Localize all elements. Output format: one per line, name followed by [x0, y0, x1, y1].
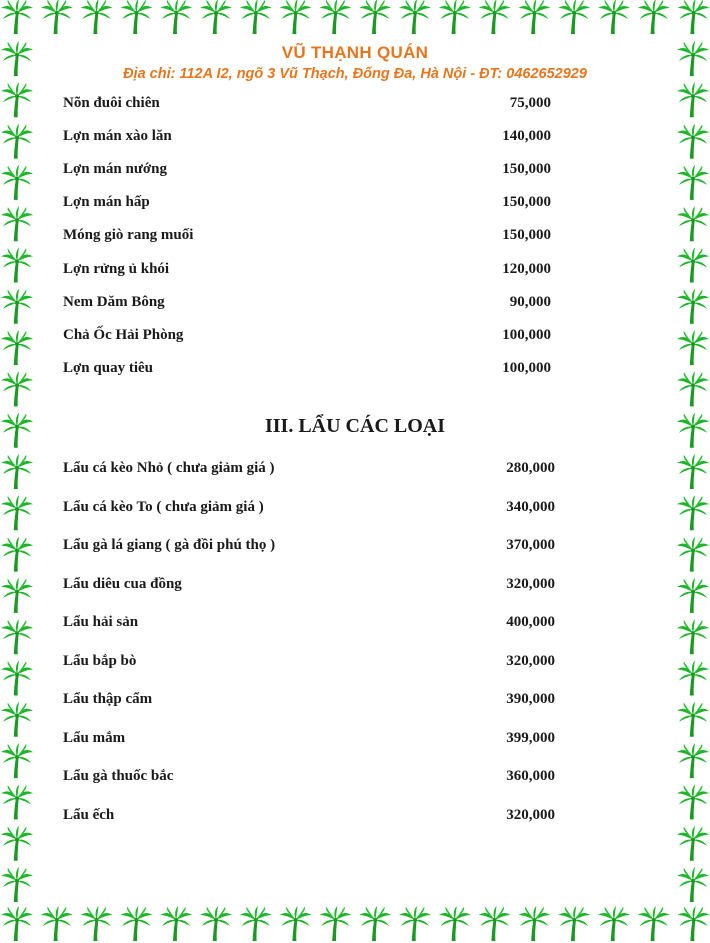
- menu-item-name: Lẩu gà lá giang ( gà đồi phú thọ ): [63, 537, 276, 553]
- palm-tree-icon: [280, 0, 312, 34]
- palm-tree-icon: [81, 0, 113, 34]
- menu-item-price: 100,000: [502, 326, 551, 343]
- menu-item-name: Lẩu cá kèo Nhỏ ( chưa giảm giá ): [63, 460, 275, 476]
- palm-tree-icon: [81, 906, 113, 941]
- palm-tree-icon: [479, 906, 511, 941]
- menu-item-name: Lợn mán hấp: [63, 194, 150, 211]
- palm-tree-icon: [677, 661, 709, 696]
- menu-item: [63, 537, 555, 557]
- palm-tree-icon: [677, 619, 709, 654]
- palm-tree-icon: [1, 124, 33, 159]
- menu-item-name: Lợn quay tiêu: [63, 359, 153, 376]
- menu-item: [63, 327, 551, 347]
- palm-tree-icon: [1, 495, 33, 530]
- palm-tree-icon: [598, 906, 630, 941]
- menu-item-price: 75,000: [509, 95, 551, 111]
- menu-item: [63, 460, 555, 480]
- palm-tree-icon: [240, 906, 272, 941]
- menu-item-price: 90,000: [509, 293, 551, 310]
- palm-tree-icon: [1, 289, 33, 324]
- menu-item-name: Lợn rửng ủ khói: [63, 260, 170, 277]
- palm-tree-icon: [1, 165, 33, 200]
- menu-item: [63, 807, 555, 827]
- menu-item-price: 120,000: [502, 260, 551, 277]
- menu-item-name: Lẩu bắp bò: [63, 652, 137, 669]
- palm-tree-icon: [41, 0, 73, 34]
- palm-tree-icon: [1, 206, 33, 241]
- menu-item: [63, 194, 551, 214]
- palm-tree-icon: [1, 454, 33, 489]
- palm-tree-icon: [439, 0, 471, 34]
- palm-tree-icon: [677, 248, 709, 283]
- menu-item: [63, 768, 555, 788]
- palm-tree-icon: [678, 0, 710, 34]
- menu-item-price: 370,000: [506, 537, 555, 553]
- menu-item: [63, 261, 551, 281]
- palm-tree-icon: [677, 867, 709, 902]
- palm-tree-icon: [359, 0, 391, 34]
- menu-item-price: 399,000: [506, 729, 555, 746]
- palm-tree-icon: [319, 906, 351, 941]
- menu-item-price: 100,000: [502, 359, 551, 376]
- palm-tree-icon: [1, 619, 33, 654]
- palm-tree-icon: [399, 906, 431, 941]
- palm-tree-icon: [120, 0, 152, 34]
- palm-tree-icon: [1, 248, 33, 283]
- menu-item: [63, 691, 555, 711]
- palm-tree-icon: [240, 0, 272, 34]
- menu-item-price: 150,000: [502, 161, 551, 178]
- palm-tree-icon: [160, 0, 192, 34]
- restaurant-name: VŨ THẠNH QUÁN: [281, 43, 429, 62]
- palm-tree-icon: [558, 0, 590, 34]
- menu-item-name: Lẩu hải sản: [63, 614, 139, 630]
- menu-item-price: 320,000: [506, 806, 555, 823]
- palm-tree-icon: [1, 578, 33, 613]
- palm-tree-icon: [200, 906, 232, 941]
- menu-item: [63, 294, 551, 314]
- palm-tree-icon: [160, 906, 192, 941]
- section-title-lau: III. LẨU CÁC LOẠI: [264, 415, 446, 437]
- menu-item: [63, 576, 555, 596]
- menu-item-name: Lợn mán xào lăn: [63, 128, 172, 145]
- menu-item: [63, 614, 555, 634]
- palm-tree-icon: [1, 82, 33, 117]
- palm-tree-icon: [677, 784, 709, 819]
- menu-item: [63, 95, 551, 115]
- menu-item-name: Lẩu gà thuốc bắc: [63, 768, 174, 784]
- menu-item: [63, 161, 551, 181]
- menu-item-name: Lẩu ếch: [63, 806, 115, 823]
- palm-tree-icon: [1, 867, 33, 902]
- palm-tree-icon: [677, 165, 709, 200]
- palm-tree-icon: [1, 743, 33, 778]
- palm-tree-icon: [677, 537, 709, 572]
- palm-tree-icon: [1, 371, 33, 406]
- palm-tree-icon: [677, 82, 709, 117]
- menu-item: [63, 128, 551, 148]
- palm-tree-icon: [1, 826, 33, 861]
- palm-tree-icon: [678, 906, 710, 941]
- menu-item-price: 150,000: [502, 194, 551, 211]
- palm-tree-icon: [598, 0, 630, 34]
- menu-item-name: Chả Ốc Hải Phòng: [63, 326, 184, 343]
- palm-tree-icon: [677, 454, 709, 489]
- palm-tree-icon: [479, 0, 511, 34]
- menu-item: [63, 227, 551, 247]
- palm-tree-icon: [399, 0, 431, 34]
- palm-tree-icon: [280, 906, 312, 941]
- menu-item-price: 150,000: [502, 227, 551, 244]
- palm-tree-icon: [677, 702, 709, 737]
- menu-item: [63, 360, 551, 380]
- palm-tree-icon: [319, 0, 351, 34]
- palm-tree-icon: [359, 906, 391, 941]
- menu-item-name: Lẩu thập cẩm: [63, 691, 153, 707]
- palm-tree-icon: [1, 537, 33, 572]
- palm-tree-icon: [677, 206, 709, 241]
- palm-tree-icon: [1, 784, 33, 819]
- palm-tree-icon: [200, 0, 232, 34]
- palm-tree-icon: [1, 330, 33, 365]
- menu-item-name: Nõn đuôi chiên: [63, 95, 160, 111]
- menu-item-price: 320,000: [506, 575, 555, 592]
- palm-tree-icon: [1, 0, 33, 34]
- menu-item-price: 390,000: [506, 691, 555, 707]
- palm-tree-icon: [677, 330, 709, 365]
- palm-tree-icon: [558, 906, 590, 941]
- menu-item-price: 140,000: [502, 128, 551, 145]
- menu-item-price: 360,000: [506, 768, 555, 784]
- menu-item-name: Lẩu mắm: [63, 729, 126, 746]
- palm-tree-icon: [677, 495, 709, 530]
- restaurant-address: Địa chỉ: 112A I2, ngõ 3 Vũ Thạch, Đống Đa, Hà Nội - ĐT: 0462652929: [123, 66, 587, 82]
- menu-item-price: 280,000: [506, 460, 555, 476]
- menu-item-price: 340,000: [506, 498, 555, 515]
- palm-tree-icon: [518, 0, 550, 34]
- palm-tree-icon: [1, 661, 33, 696]
- palm-tree-icon: [638, 906, 670, 941]
- menu-item-price: 320,000: [506, 652, 555, 669]
- palm-tree-icon: [677, 289, 709, 324]
- menu-item-name: Nem Dăm Bông: [63, 293, 165, 310]
- palm-tree-icon: [677, 578, 709, 613]
- menu-item-name: Lẩu cá kèo To ( chưa giảm giá ): [63, 498, 264, 515]
- palm-tree-icon: [518, 906, 550, 941]
- menu-item: [63, 653, 555, 673]
- menu-item-price: 400,000: [506, 614, 555, 630]
- menu-item-name: Lợn mán nướng: [63, 161, 167, 178]
- menu-item: [63, 499, 555, 519]
- menu-item-name: Lẩu diêu cua đồng: [63, 575, 182, 592]
- palm-tree-icon: [120, 906, 152, 941]
- palm-tree-icon: [677, 826, 709, 861]
- palm-tree-icon: [41, 906, 73, 941]
- palm-tree-icon: [677, 124, 709, 159]
- palm-tree-icon: [1, 702, 33, 737]
- menu-item-name: Móng giò rang muối: [63, 227, 194, 244]
- palm-tree-icon: [677, 743, 709, 778]
- palm-tree-icon: [638, 0, 670, 34]
- palm-tree-icon: [1, 906, 33, 941]
- palm-tree-icon: [439, 906, 471, 941]
- palm-tree-icon: [677, 371, 709, 406]
- menu-item: [63, 730, 555, 750]
